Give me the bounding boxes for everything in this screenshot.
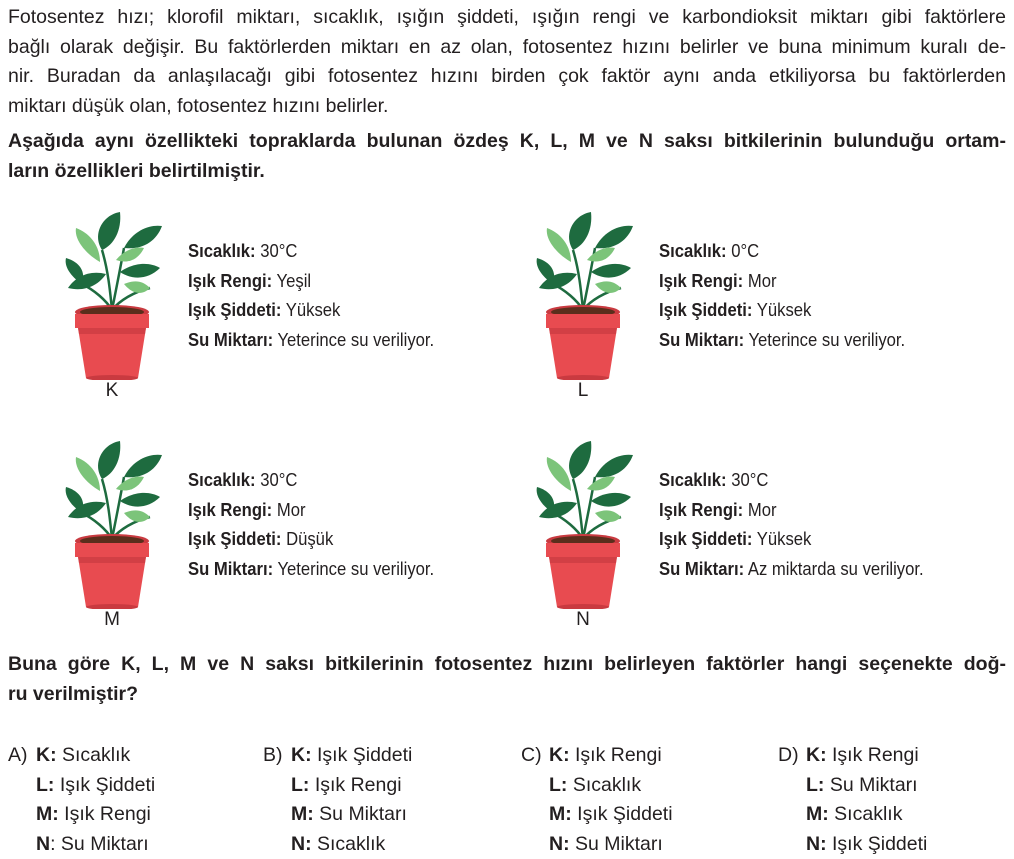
- prop-label: Işık Şiddeti:: [188, 299, 282, 320]
- option-key: M:: [806, 803, 829, 825]
- option-key: K:: [36, 744, 57, 766]
- plant-card-m: [62, 439, 492, 639]
- temperature-value: 30°C: [260, 469, 298, 490]
- water-value: Yeterince su veriliyor.: [277, 328, 435, 350]
- intro-line: bağlı olarak değişir. Bu faktörlerden miktarı en az olan, fotosentez hızını belirler ve buna minimum kuralı de-: [8, 35, 1006, 58]
- prop-label: Işık Şiddeti:: [188, 528, 282, 549]
- plant-label: N: [576, 609, 590, 630]
- plant-properties: [188, 465, 434, 583]
- plant-properties: [659, 236, 905, 354]
- plant-properties: [659, 465, 924, 583]
- plant-properties: [188, 236, 434, 354]
- option-key: L:: [291, 773, 310, 796]
- prop-label: Sıcaklık:: [188, 240, 256, 261]
- option-key: K:: [291, 744, 312, 766]
- prop-label: Işık Rengi:: [659, 498, 744, 520]
- plant-label: K: [105, 380, 119, 401]
- prop-label: Sıcaklık:: [659, 240, 727, 261]
- option-key: L:: [806, 773, 825, 796]
- intro-line: Fotosentez hızı; klorofil miktarı, sıcaklık, ışığın şiddeti, ışığın rengi ve karbondioksit miktarı gibi faktörlere: [8, 6, 1006, 28]
- option-key: N:: [806, 832, 827, 855]
- option-key: M:: [291, 803, 314, 825]
- prop-label: Işık Şiddeti:: [659, 299, 753, 320]
- option-key: N:: [291, 832, 312, 855]
- prop-label: Sıcaklık:: [188, 469, 256, 490]
- plant-card-k: [62, 210, 492, 410]
- option-value: Sıcaklık: [834, 803, 903, 825]
- prop-label: Su Miktarı:: [659, 328, 745, 350]
- option-value: Işık Şiddeti: [832, 832, 928, 855]
- light-intensity-value: Yüksek: [285, 299, 341, 320]
- plant-card-n: [533, 439, 963, 639]
- option-value: Işık Şiddeti: [317, 744, 413, 766]
- prop-label: Işık Rengi:: [659, 269, 744, 291]
- option-key: M:: [36, 803, 59, 825]
- option-a[interactable]: [8, 741, 258, 859]
- water-value: Az miktarda su veriliyor.: [747, 557, 924, 579]
- option-b[interactable]: [263, 741, 513, 859]
- temperature-value: 30°C: [260, 240, 298, 261]
- light-intensity-value: Yüksek: [756, 528, 812, 549]
- option-c[interactable]: [521, 741, 771, 859]
- option-value: Işık Rengi: [832, 744, 919, 766]
- option-letter: A): [8, 744, 28, 766]
- prop-label: Sıcaklık:: [659, 469, 727, 490]
- light-intensity-value: Düşük: [286, 528, 334, 549]
- option-value: Işık Şiddeti: [577, 803, 673, 825]
- potted-plant-icon: [62, 439, 162, 609]
- option-value: Işık Rengi: [575, 744, 662, 766]
- question-line: ru verilmiştir?: [8, 682, 139, 705]
- option-d[interactable]: [778, 741, 1014, 859]
- prop-label: Su Miktarı:: [188, 557, 274, 579]
- temperature-value: 0°C: [731, 240, 760, 261]
- option-key: K:: [549, 744, 570, 766]
- option-value: : Su Miktarı: [50, 832, 149, 855]
- plant-card-l: [533, 210, 963, 410]
- prop-label: Işık Şiddeti:: [659, 528, 753, 549]
- option-value: Sıcaklık: [317, 832, 386, 855]
- plant-label: M: [104, 609, 120, 630]
- potted-plant-icon: [533, 439, 633, 609]
- option-value: Sıcaklık: [572, 773, 642, 796]
- option-value: Işık Şiddeti: [59, 773, 156, 796]
- water-value: Yeterince su veriliyor.: [748, 328, 906, 350]
- option-key: K:: [806, 744, 827, 766]
- option-value: Su Miktarı: [829, 773, 918, 796]
- intro-line: nir. Buradan da anlaşılacağı gibi fotosentez hızını birden çok faktör aynı anda etkiliyorsa bu faktörlerden: [8, 65, 1006, 87]
- option-key: N: [36, 832, 51, 855]
- light-color-value: Mor: [276, 498, 306, 520]
- light-color-value: Mor: [747, 498, 777, 520]
- light-intensity-value: Yüksek: [756, 299, 812, 320]
- option-value: Işık Rengi: [64, 803, 151, 825]
- intro-line: miktarı düşük olan, fotosentez hızını belirler.: [8, 94, 389, 117]
- question-line: Buna göre K, L, M ve N saksı bitkilerinin fotosentez hızını belirleyen faktörler hangi seçenekte doğ-: [8, 653, 1006, 675]
- prop-label: Işık Rengi:: [188, 269, 273, 291]
- option-value: Sıcaklık: [62, 744, 131, 766]
- plant-label: L: [577, 380, 589, 401]
- option-value: Su Miktarı: [575, 832, 663, 855]
- prop-label: Su Miktarı:: [188, 328, 274, 350]
- question-stem: [8, 127, 1006, 186]
- intro-paragraph: [8, 3, 1006, 121]
- water-value: Yeterince su veriliyor.: [277, 557, 435, 579]
- option-letter: C): [521, 744, 542, 766]
- potted-plant-icon: [62, 210, 162, 380]
- potted-plant-icon: [533, 210, 633, 380]
- option-key: M:: [549, 803, 572, 825]
- option-key: L:: [549, 773, 568, 796]
- question-line: ların özellikleri belirtilmiştir.: [8, 159, 265, 182]
- light-color-value: Mor: [747, 269, 777, 291]
- option-value: Işık Rengi: [314, 773, 402, 796]
- question-line: Aşağıda aynı özellikteki topraklarda bulunan özdeş K, L, M ve N saksı bitkilerinin bulunduğu ortam-: [8, 130, 1006, 152]
- option-key: L:: [36, 773, 55, 796]
- option-letter: B): [263, 744, 283, 766]
- option-value: Su Miktarı: [319, 803, 407, 825]
- option-letter: D): [778, 744, 799, 766]
- prop-label: Işık Rengi:: [188, 498, 273, 520]
- prop-label: Su Miktarı:: [659, 557, 745, 579]
- final-question: [8, 650, 1006, 709]
- temperature-value: 30°C: [731, 469, 769, 490]
- light-color-value: Yeşil: [276, 269, 312, 291]
- option-key: N:: [549, 832, 570, 855]
